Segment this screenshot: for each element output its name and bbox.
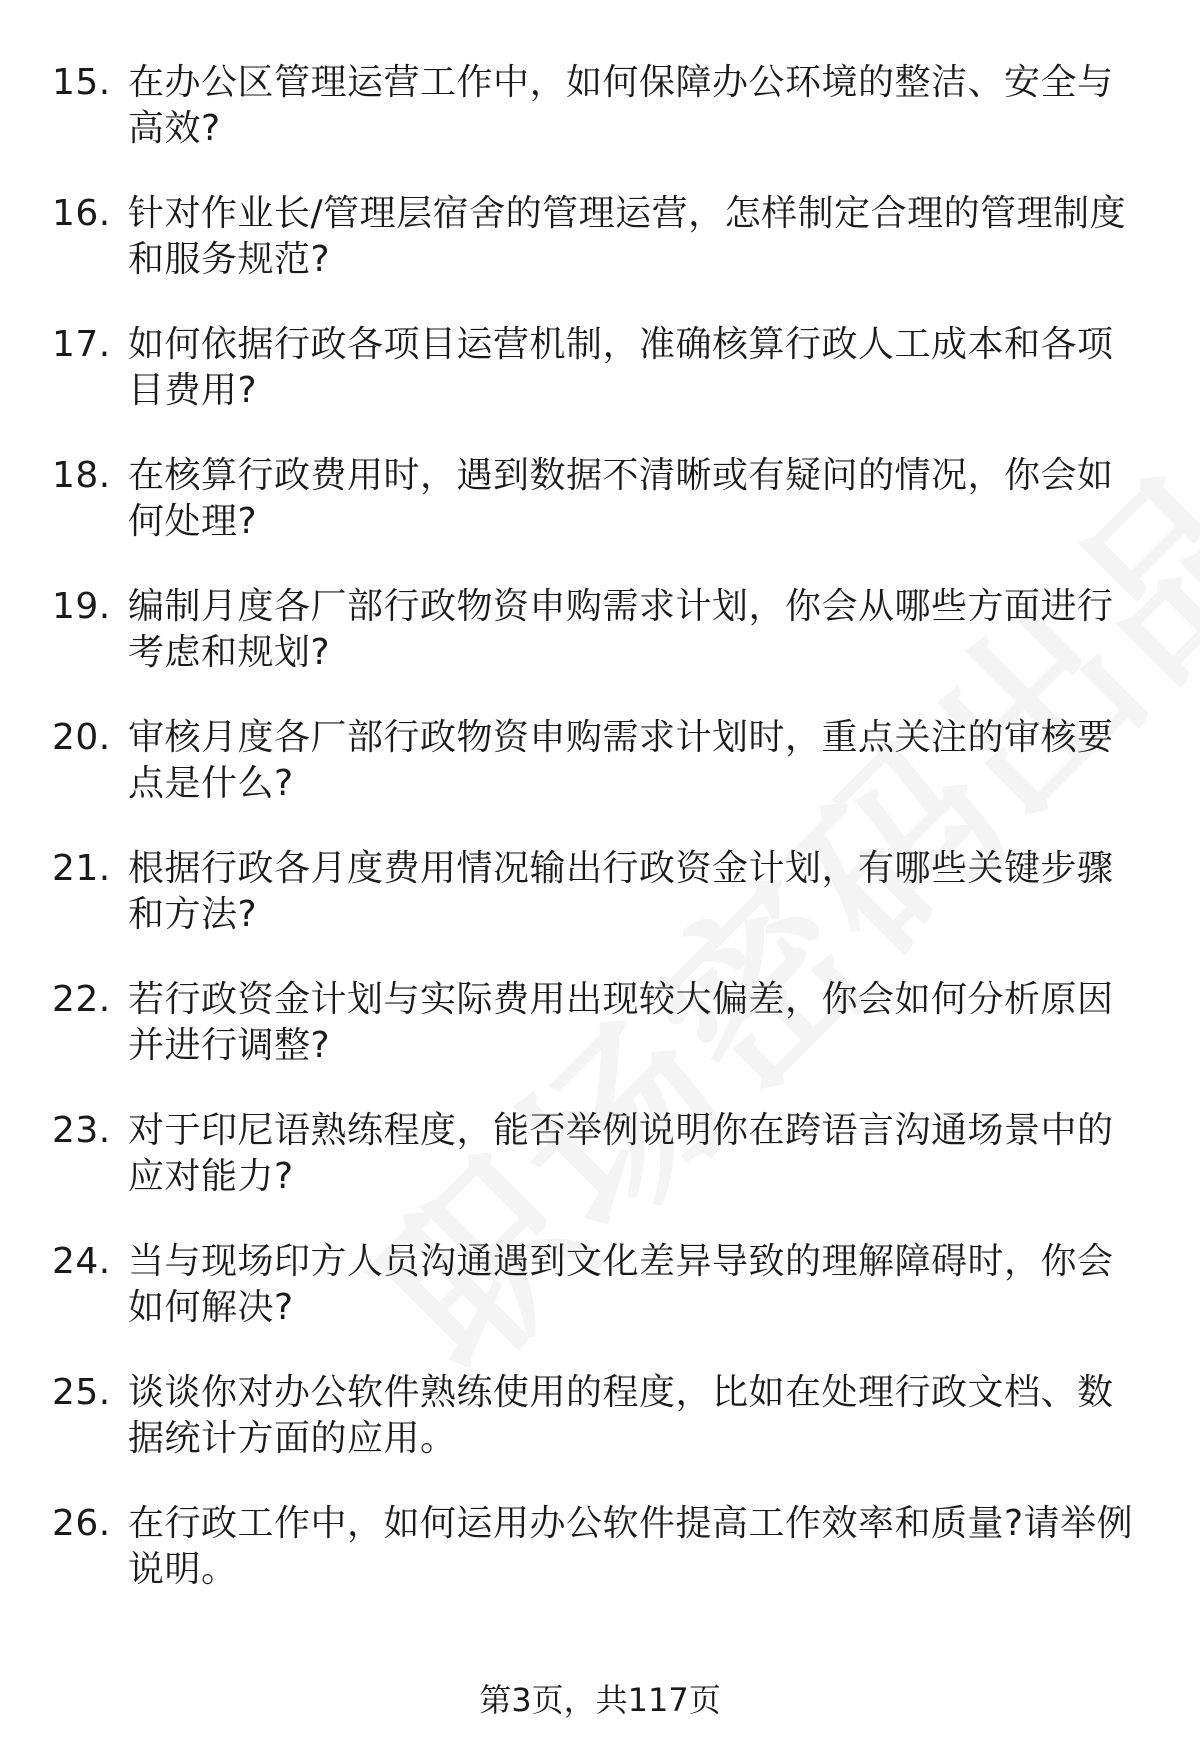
question-number: 25. — [52, 1372, 111, 1413]
question-number: 17. — [52, 324, 111, 365]
question-number: 18. — [52, 455, 111, 496]
question-item — [0, 191, 1200, 322]
question-text: 如何依据行政各项目运营机制，准确核算行政人工成本和各项目费用? — [128, 324, 1114, 411]
question-text: 编制月度各厂部行政物资申购需求计划，你会从哪些方面进行考虑和规划? — [128, 586, 1114, 673]
page-footer: 第3页，共117页 — [479, 1681, 721, 1719]
question-number: 21. — [52, 848, 111, 889]
question-number: 26. — [52, 1503, 111, 1544]
question-text: 谈谈你对办公软件熟练使用的程度，比如在处理行政文档、数据统计方面的应用。 — [128, 1372, 1114, 1459]
question-list — [0, 60, 1200, 1632]
question-item — [0, 846, 1200, 977]
question-item — [0, 322, 1200, 453]
question-item — [0, 1239, 1200, 1370]
question-text: 在行政工作中，如何运用办公软件提高工作效率和质量?请举例说明。 — [128, 1503, 1134, 1590]
question-text: 针对作业长/管理层宿舍的管理运营，怎样制定合理的管理制度和服务规范? — [128, 193, 1127, 280]
question-text: 根据行政各月度费用情况输出行政资金计划，有哪些关键步骤和方法? — [128, 848, 1114, 935]
question-text: 在核算行政费用时，遇到数据不清晰或有疑问的情况，你会如何处理? — [128, 455, 1114, 542]
question-item — [0, 1501, 1200, 1632]
question-number: 22. — [52, 979, 111, 1020]
question-text: 审核月度各厂部行政物资申购需求计划时，重点关注的审核要点是什么? — [128, 717, 1114, 804]
question-number: 23. — [52, 1110, 111, 1151]
question-text: 对于印尼语熟练程度，能否举例说明你在跨语言沟通场景中的应对能力? — [128, 1110, 1114, 1197]
question-number: 19. — [52, 586, 111, 627]
question-item — [0, 1370, 1200, 1501]
question-item — [0, 584, 1200, 715]
question-number: 15. — [52, 62, 111, 103]
question-text: 当与现场印方人员沟通遇到文化差异导致的理解障碍时，你会如何解决? — [128, 1241, 1114, 1328]
question-number: 20. — [52, 717, 111, 758]
question-item — [0, 453, 1200, 584]
question-text: 在办公区管理运营工作中，如何保障办公环境的整洁、安全与高效? — [128, 62, 1114, 149]
question-item — [0, 715, 1200, 846]
question-item — [0, 977, 1200, 1108]
question-item — [0, 60, 1200, 191]
question-number: 24. — [52, 1241, 111, 1282]
question-text: 若行政资金计划与实际费用出现较大偏差，你会如何分析原因并进行调整? — [128, 979, 1114, 1066]
question-number: 16. — [52, 193, 111, 234]
question-item — [0, 1108, 1200, 1239]
